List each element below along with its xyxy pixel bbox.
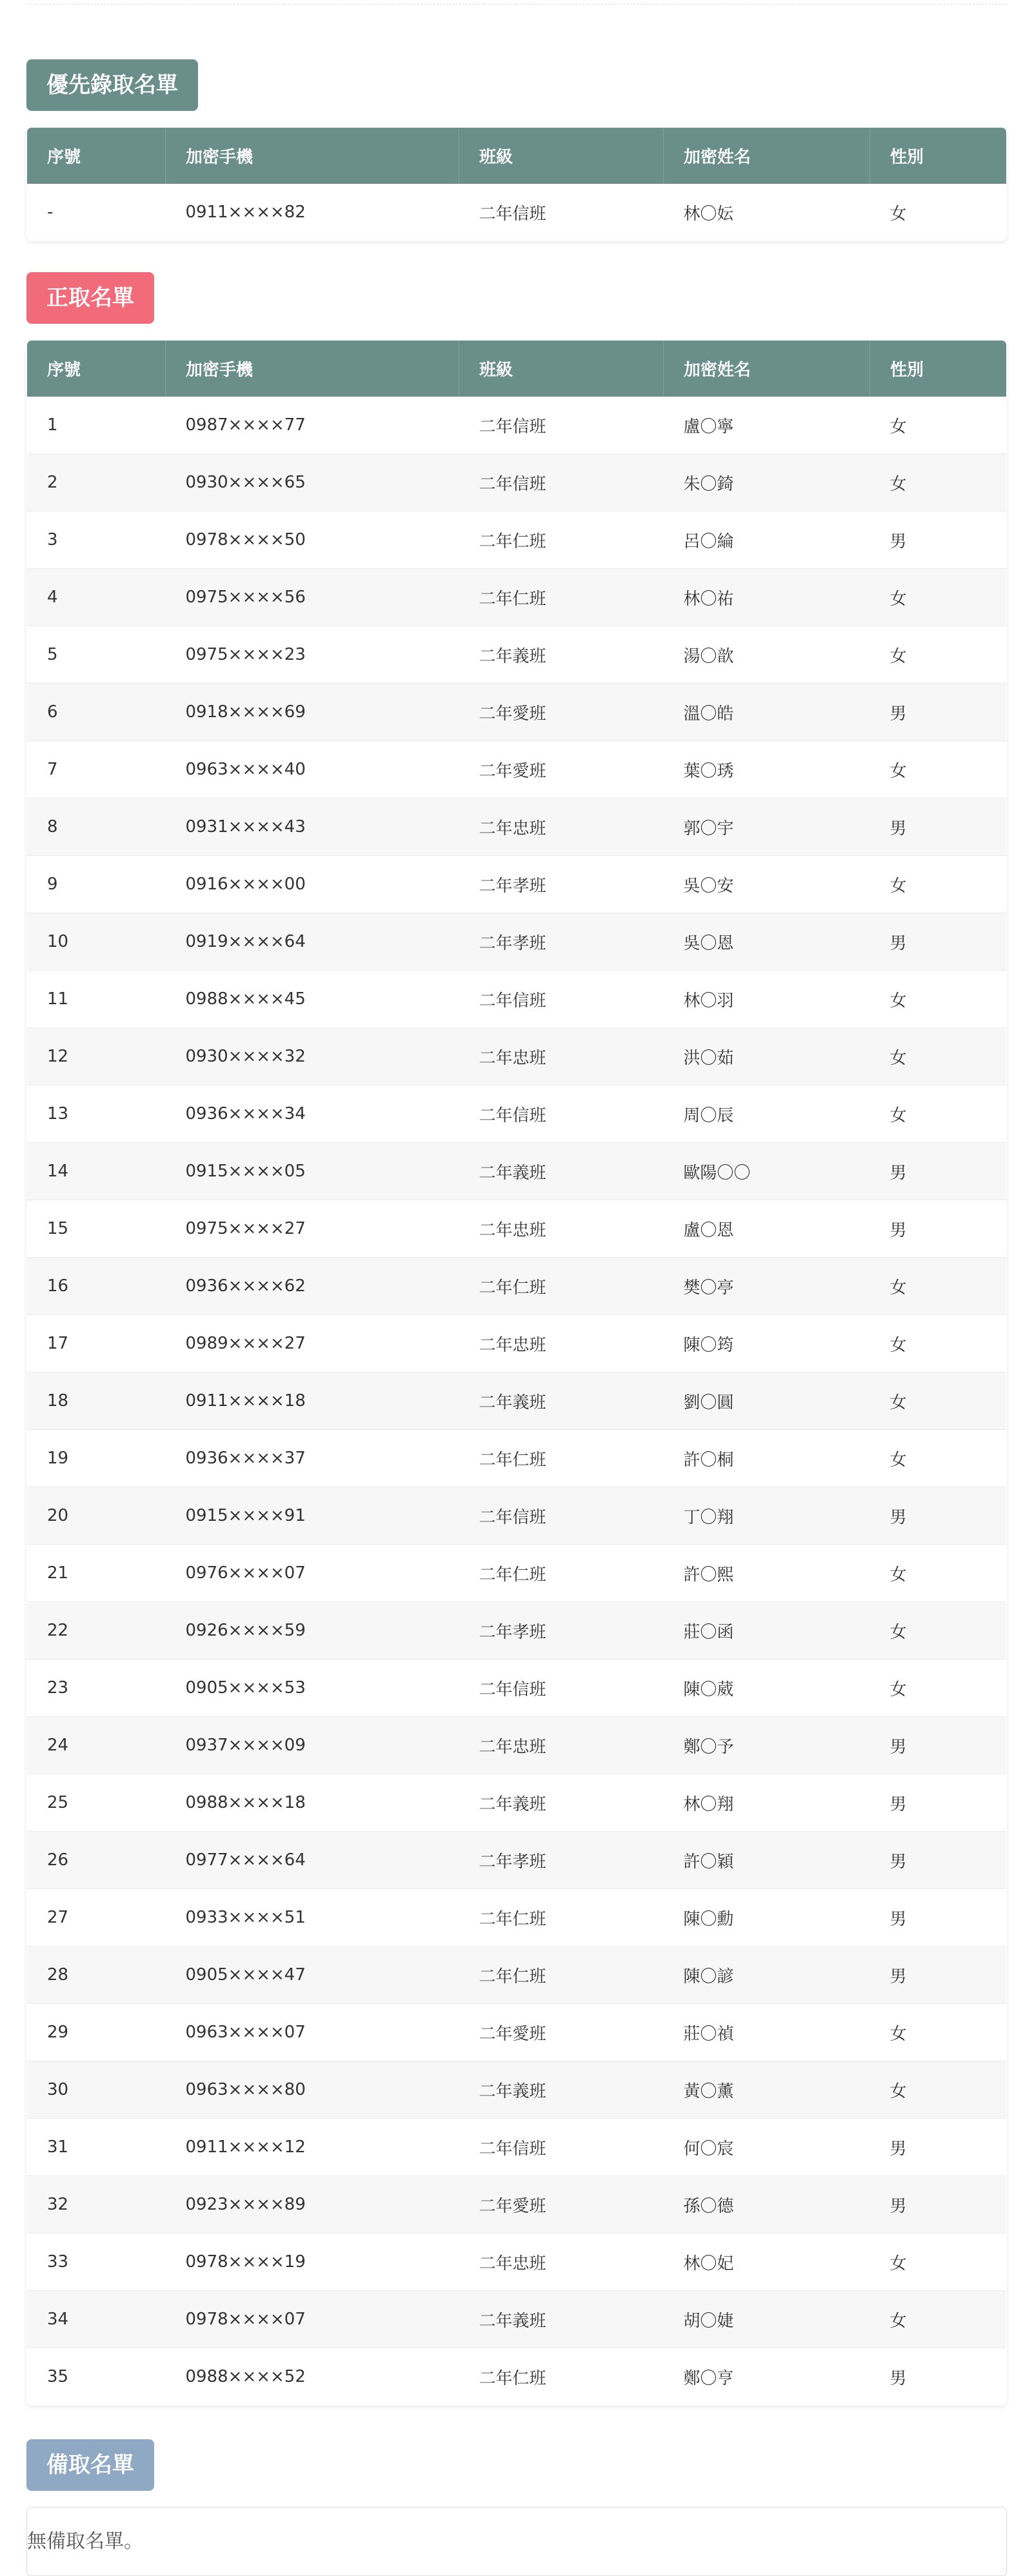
cell-phone: 0977××××64 [166,1832,459,1889]
cell-class: 二年信班 [459,1085,664,1143]
cell-phone: 0963××××07 [166,2004,459,2061]
cell-name: 許〇熙 [664,1545,870,1602]
cell-phone: 0905××××53 [166,1660,459,1717]
cell-class: 二年仁班 [479,2368,546,2388]
cell-gender: 女 [870,397,1007,454]
table-row [27,1717,1007,1774]
cell-phone: 0975××××56 [166,569,459,626]
cell-phone: 0905××××47 [166,1947,459,2004]
cell-seq: 18 [27,1372,166,1430]
cell-class: 二年仁班 [459,1889,664,1947]
cell-phone: 0930××××32 [166,1028,459,1085]
cell-gender: 男 [870,1143,1007,1200]
cell-seq: 12 [27,1028,166,1085]
column-header-phone: 加密手機 [166,341,459,397]
cell-gender: 男 [870,2176,1007,2234]
cell-gender: 女 [889,204,907,224]
table-row [27,1487,1007,1545]
cell-class: 二年愛班 [459,741,664,798]
cell-gender: 女 [870,971,1007,1028]
table-row [27,1602,1007,1660]
cell-seq: 4 [27,569,166,626]
cell-gender: 女 [870,1028,1007,1085]
cell-phone: 0963××××80 [166,2061,459,2119]
cell-phone: 0988××××18 [166,1774,459,1832]
table-row [27,1372,1007,1430]
table-row [27,184,1007,241]
cell-name: 黃〇薰 [664,2061,870,2119]
cell-class: 二年忠班 [459,1717,664,1774]
column-header-phone: 加密手機 [166,128,459,184]
cell-name: 陳〇諺 [664,1947,870,2004]
cell-gender: 女 [870,1545,1007,1602]
cell-seq: 26 [27,1832,166,1889]
cell-class: 二年忠班 [459,1200,664,1258]
cell-class: 二年信班 [479,204,546,224]
cell-name: 周〇辰 [664,1085,870,1143]
table-row [27,2176,1007,2234]
cell-class: 二年忠班 [459,2234,664,2291]
column-header-name: 加密姓名 [664,341,870,397]
cell-gender: 女 [870,1602,1007,1660]
table-row [27,971,1007,1028]
cell-gender: 女 [870,1315,1007,1372]
cell-class: 二年仁班 [459,1545,664,1602]
cell-name: 呂〇綸 [664,511,870,569]
table-row [27,1947,1007,2004]
cell-class: 二年信班 [459,1487,664,1545]
waitlist-title: 備取名單 [26,2439,154,2491]
cell-gender: 男 [870,1200,1007,1258]
cell-seq: 21 [27,1545,166,1602]
cell-seq: 5 [27,626,166,684]
cell-class: 二年義班 [459,626,664,684]
cell-phone: 0915××××05 [166,1143,459,1200]
cell-seq: 32 [27,2176,166,2234]
cell-name: 丁〇翔 [664,1487,870,1545]
waitlist-empty-message: 無備取名單。 [26,2507,1007,2576]
cell-gender: 女 [870,569,1007,626]
cell-gender: 男 [870,1774,1007,1832]
cell-class: 二年義班 [459,1774,664,1832]
cell-seq: 17 [27,1315,166,1372]
cell-seq: 16 [27,1258,166,1315]
table-row [27,569,1007,626]
priority-list-title: 優先錄取名單 [26,59,198,111]
cell-phone: 0937××××09 [166,1717,459,1774]
cell-gender: 女 [870,626,1007,684]
cell-phone: 0916××××00 [166,856,459,913]
table-row [27,2348,1007,2406]
cell-gender: 女 [870,1430,1007,1487]
cell-gender: 女 [870,1372,1007,1430]
cell-seq: 14 [27,1143,166,1200]
cell-phone: 0911××××12 [166,2119,459,2176]
cell-seq: 35 [47,2367,69,2386]
cell-phone: 0933××××51 [166,1889,459,1947]
table-row [27,2119,1007,2176]
cell-seq: 10 [27,913,166,971]
cell-class: 二年愛班 [459,2004,664,2061]
cell-class: 二年義班 [459,2061,664,2119]
cell-class: 二年愛班 [459,684,664,741]
cell-gender: 女 [870,1258,1007,1315]
cell-phone: 0936××××34 [166,1085,459,1143]
cell-name: 林〇祐 [664,569,870,626]
cell-phone: 0963××××40 [166,741,459,798]
cell-seq: 25 [27,1774,166,1832]
cell-seq: 24 [27,1717,166,1774]
cell-seq: 23 [27,1660,166,1717]
cell-class: 二年孝班 [459,1832,664,1889]
table-row [27,1028,1007,1085]
cell-gender: 男 [889,2368,907,2388]
cell-name: 盧〇恩 [664,1200,870,1258]
cell-phone: 0936××××62 [166,1258,459,1315]
cell-seq: 27 [27,1889,166,1947]
cell-seq: 13 [27,1085,166,1143]
cell-name: 莊〇禎 [664,2004,870,2061]
cell-name: 歐陽〇〇 [664,1143,870,1200]
cell-name: 溫〇皓 [664,684,870,741]
table-row [27,741,1007,798]
cell-gender: 女 [870,1660,1007,1717]
cell-gender: 男 [870,511,1007,569]
cell-gender: 女 [870,2234,1007,2291]
cell-name: 朱〇錡 [664,454,870,511]
cell-seq: 19 [27,1430,166,1487]
table-row [27,1258,1007,1315]
cell-seq: 28 [27,1947,166,2004]
cell-seq: 11 [27,971,166,1028]
table-row [27,2061,1007,2119]
table-row [27,1085,1007,1143]
cell-gender: 男 [870,913,1007,971]
admitted-table [26,340,1007,2406]
cell-phone: 0930××××65 [166,454,459,511]
cell-name: 湯〇歆 [664,626,870,684]
cell-name: 陳〇勳 [664,1889,870,1947]
cell-seq: 34 [27,2291,166,2348]
cell-class: 二年忠班 [459,1315,664,1372]
cell-phone: 0988××××52 [185,2367,306,2386]
cell-name: 許〇桐 [664,1430,870,1487]
cell-seq: 33 [27,2234,166,2291]
cell-name: 郭〇宇 [664,798,870,856]
cell-name: 莊〇函 [664,1602,870,1660]
cell-gender: 男 [870,1947,1007,2004]
cell-seq: - [47,203,54,222]
cell-seq: 2 [27,454,166,511]
column-header-name: 加密姓名 [664,128,870,184]
priority-table [26,127,1007,241]
table-row [27,2004,1007,2061]
admitted-list-title: 正取名單 [26,272,154,324]
cell-name: 胡〇婕 [664,2291,870,2348]
cell-name: 劉〇圓 [664,1372,870,1430]
cell-seq: 29 [27,2004,166,2061]
cell-phone: 0989××××27 [166,1315,459,1372]
table-row [27,626,1007,684]
cell-class: 二年愛班 [459,2176,664,2234]
cell-phone: 0975××××23 [166,626,459,684]
column-header-seq: 序號 [27,341,166,397]
cell-name: 吳〇安 [664,856,870,913]
cell-gender: 女 [870,1085,1007,1143]
table-row [27,798,1007,856]
cell-phone: 0931××××43 [166,798,459,856]
cell-name: 孫〇德 [664,2176,870,2234]
table-row [27,1430,1007,1487]
cell-name: 許〇穎 [664,1832,870,1889]
cell-phone: 0918××××69 [166,684,459,741]
column-header-class: 班級 [459,341,664,397]
cell-name: 吳〇恩 [664,913,870,971]
cell-name: 林〇羽 [664,971,870,1028]
table-row [27,684,1007,741]
cell-class: 二年孝班 [459,856,664,913]
cell-name: 林〇妃 [664,2234,870,2291]
table-row [27,1200,1007,1258]
cell-phone: 0911××××82 [185,203,306,222]
table-row [27,1832,1007,1889]
table-row [27,1143,1007,1200]
cell-class: 二年孝班 [459,1602,664,1660]
table-row [27,397,1007,454]
cell-phone: 0923××××89 [166,2176,459,2234]
cell-gender: 男 [870,2119,1007,2176]
cell-seq: 30 [27,2061,166,2119]
table-header-row [27,341,1007,397]
table-row [27,2291,1007,2348]
cell-name: 洪〇茹 [664,1028,870,1085]
column-header-class: 班級 [459,128,664,184]
top-divider [26,4,1007,5]
table-header-row [27,128,1007,184]
cell-phone: 0926××××59 [166,1602,459,1660]
cell-phone: 0915××××91 [166,1487,459,1545]
cell-phone: 0978××××07 [166,2291,459,2348]
cell-class: 二年義班 [459,2291,664,2348]
cell-gender: 女 [870,2291,1007,2348]
table-row [27,1889,1007,1947]
column-header-seq: 序號 [27,128,166,184]
cell-class: 二年忠班 [459,798,664,856]
cell-phone: 0987××××77 [166,397,459,454]
table-row [27,1774,1007,1832]
cell-gender: 男 [870,1832,1007,1889]
cell-class: 二年信班 [459,2119,664,2176]
cell-name: 陳〇葳 [664,1660,870,1717]
cell-phone: 0975××××27 [166,1200,459,1258]
cell-gender: 女 [870,2004,1007,2061]
cell-phone: 0936××××37 [166,1430,459,1487]
cell-gender: 女 [870,856,1007,913]
cell-seq: 15 [27,1200,166,1258]
cell-phone: 0911××××18 [166,1372,459,1430]
admission-lists [26,59,1007,2576]
cell-phone: 0978××××50 [166,511,459,569]
column-header-gender: 性別 [870,128,1007,184]
table-row [27,1315,1007,1372]
cell-seq: 6 [27,684,166,741]
cell-name: 鄭〇予 [664,1717,870,1774]
cell-name: 林〇翔 [664,1774,870,1832]
cell-class: 二年仁班 [459,1947,664,2004]
cell-gender: 男 [870,1889,1007,1947]
table-row [27,1660,1007,1717]
table-row [27,511,1007,569]
cell-gender: 男 [870,1717,1007,1774]
column-header-gender: 性別 [870,341,1007,397]
cell-phone: 0919××××64 [166,913,459,971]
cell-seq: 7 [27,741,166,798]
cell-name: 何〇宸 [664,2119,870,2176]
table-row [27,913,1007,971]
cell-class: 二年信班 [459,397,664,454]
cell-phone: 0978××××19 [166,2234,459,2291]
cell-seq: 9 [27,856,166,913]
cell-name: 盧〇寧 [664,397,870,454]
cell-phone: 0988××××45 [166,971,459,1028]
cell-seq: 3 [27,511,166,569]
cell-name: 葉〇琇 [664,741,870,798]
cell-seq: 22 [27,1602,166,1660]
cell-class: 二年孝班 [459,913,664,971]
cell-gender: 女 [870,454,1007,511]
cell-class: 二年仁班 [459,1430,664,1487]
cell-gender: 男 [870,1487,1007,1545]
cell-seq: 1 [27,397,166,454]
table-row [27,2234,1007,2291]
cell-phone: 0976××××07 [166,1545,459,1602]
cell-name: 鄭〇亨 [683,2368,734,2388]
cell-class: 二年信班 [459,971,664,1028]
cell-class: 二年忠班 [459,1028,664,1085]
table-row [27,856,1007,913]
cell-class: 二年仁班 [459,511,664,569]
cell-class: 二年義班 [459,1143,664,1200]
cell-seq: 8 [27,798,166,856]
cell-name: 陳〇筠 [664,1315,870,1372]
cell-seq: 20 [27,1487,166,1545]
table-row [27,1545,1007,1602]
cell-class: 二年仁班 [459,1258,664,1315]
cell-gender: 女 [870,741,1007,798]
cell-gender: 女 [870,2061,1007,2119]
cell-class: 二年義班 [459,1372,664,1430]
cell-class: 二年信班 [459,454,664,511]
cell-class: 二年信班 [459,1660,664,1717]
cell-gender: 男 [870,798,1007,856]
cell-name: 林〇妘 [683,204,734,224]
table-row [27,454,1007,511]
cell-class: 二年仁班 [459,569,664,626]
cell-seq: 31 [27,2119,166,2176]
cell-gender: 男 [870,684,1007,741]
cell-name: 樊〇亭 [664,1258,870,1315]
